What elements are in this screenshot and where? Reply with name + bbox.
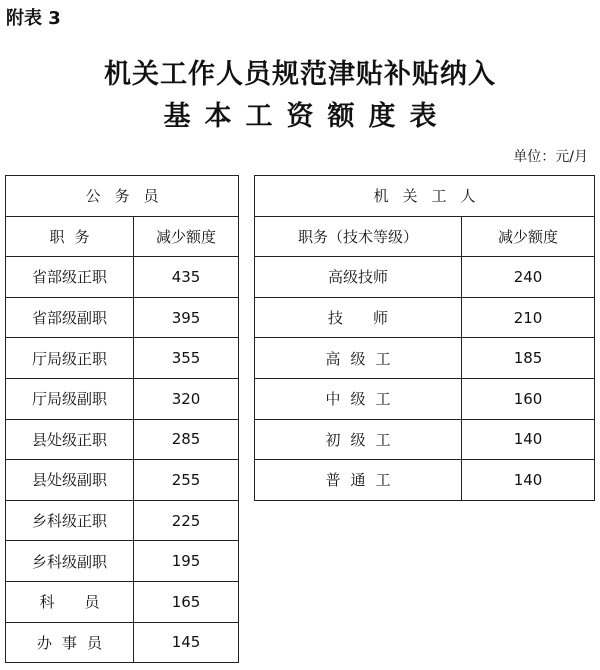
table-row: [6, 581, 239, 622]
table-row: [255, 378, 595, 419]
column-header-amount: 减少额度: [134, 216, 239, 257]
amount-cell: 140: [462, 419, 595, 460]
amount-cell: 210: [462, 297, 595, 338]
workers-group-header: 机关工人: [255, 176, 595, 217]
amount-cell: 165: [134, 581, 239, 622]
table-row: [6, 338, 239, 379]
amount-cell: 140: [462, 460, 595, 501]
position-cell: 厅局级正职: [6, 338, 134, 379]
position-cell: 初级工: [255, 419, 462, 460]
position-cell: 普通工: [255, 460, 462, 501]
position-cell: 科员: [6, 581, 134, 622]
amount-cell: 285: [134, 419, 239, 460]
page-title-line-1: 机关工作人员规范津贴补贴纳入: [104, 59, 496, 90]
amount-cell: 320: [134, 378, 239, 419]
table-row: [6, 419, 239, 460]
table-row: [255, 338, 595, 379]
column-header-amount: 减少额度: [462, 216, 595, 257]
position-cell: 中级工: [255, 378, 462, 419]
position-cell: 厅局级副职: [6, 378, 134, 419]
appendix-label: 附表 3: [6, 8, 61, 29]
table-row: [6, 297, 239, 338]
table-row: [6, 622, 239, 663]
position-cell: 乡科级正职: [6, 500, 134, 541]
table-row: [255, 297, 595, 338]
civil-servants-group-header: 公务员: [6, 176, 239, 217]
amount-cell: 225: [134, 500, 239, 541]
position-cell: 省部级正职: [6, 257, 134, 298]
table-row: [255, 460, 595, 501]
column-header-position: 职务（技术等级）: [255, 216, 462, 257]
table-row: [6, 378, 239, 419]
amount-cell: 395: [134, 297, 239, 338]
position-cell: 高级技师: [255, 257, 462, 298]
table-row: [255, 419, 595, 460]
civil-servants-table: [5, 175, 239, 663]
amount-cell: 185: [462, 338, 595, 379]
position-cell: 县处级正职: [6, 419, 134, 460]
unit-label: 单位：元/月: [513, 149, 588, 165]
amount-cell: 355: [134, 338, 239, 379]
table-row: [255, 257, 595, 298]
table-row: [6, 500, 239, 541]
position-cell: 技师: [255, 297, 462, 338]
workers-table: [254, 175, 595, 501]
position-cell: 高级工: [255, 338, 462, 379]
amount-cell: 435: [134, 257, 239, 298]
table-row: [6, 257, 239, 298]
amount-cell: 255: [134, 460, 239, 501]
position-cell: 办事员: [6, 622, 134, 663]
amount-cell: 195: [134, 541, 239, 582]
table-row: [6, 541, 239, 582]
amount-cell: 240: [462, 257, 595, 298]
position-cell: 省部级副职: [6, 297, 134, 338]
position-cell: 县处级副职: [6, 460, 134, 501]
amount-cell: 160: [462, 378, 595, 419]
page-title-line-2: 基本工资额度表: [163, 101, 451, 132]
position-cell: 乡科级副职: [6, 541, 134, 582]
column-header-position: 职务: [6, 216, 134, 257]
amount-cell: 145: [134, 622, 239, 663]
table-row: [6, 460, 239, 501]
